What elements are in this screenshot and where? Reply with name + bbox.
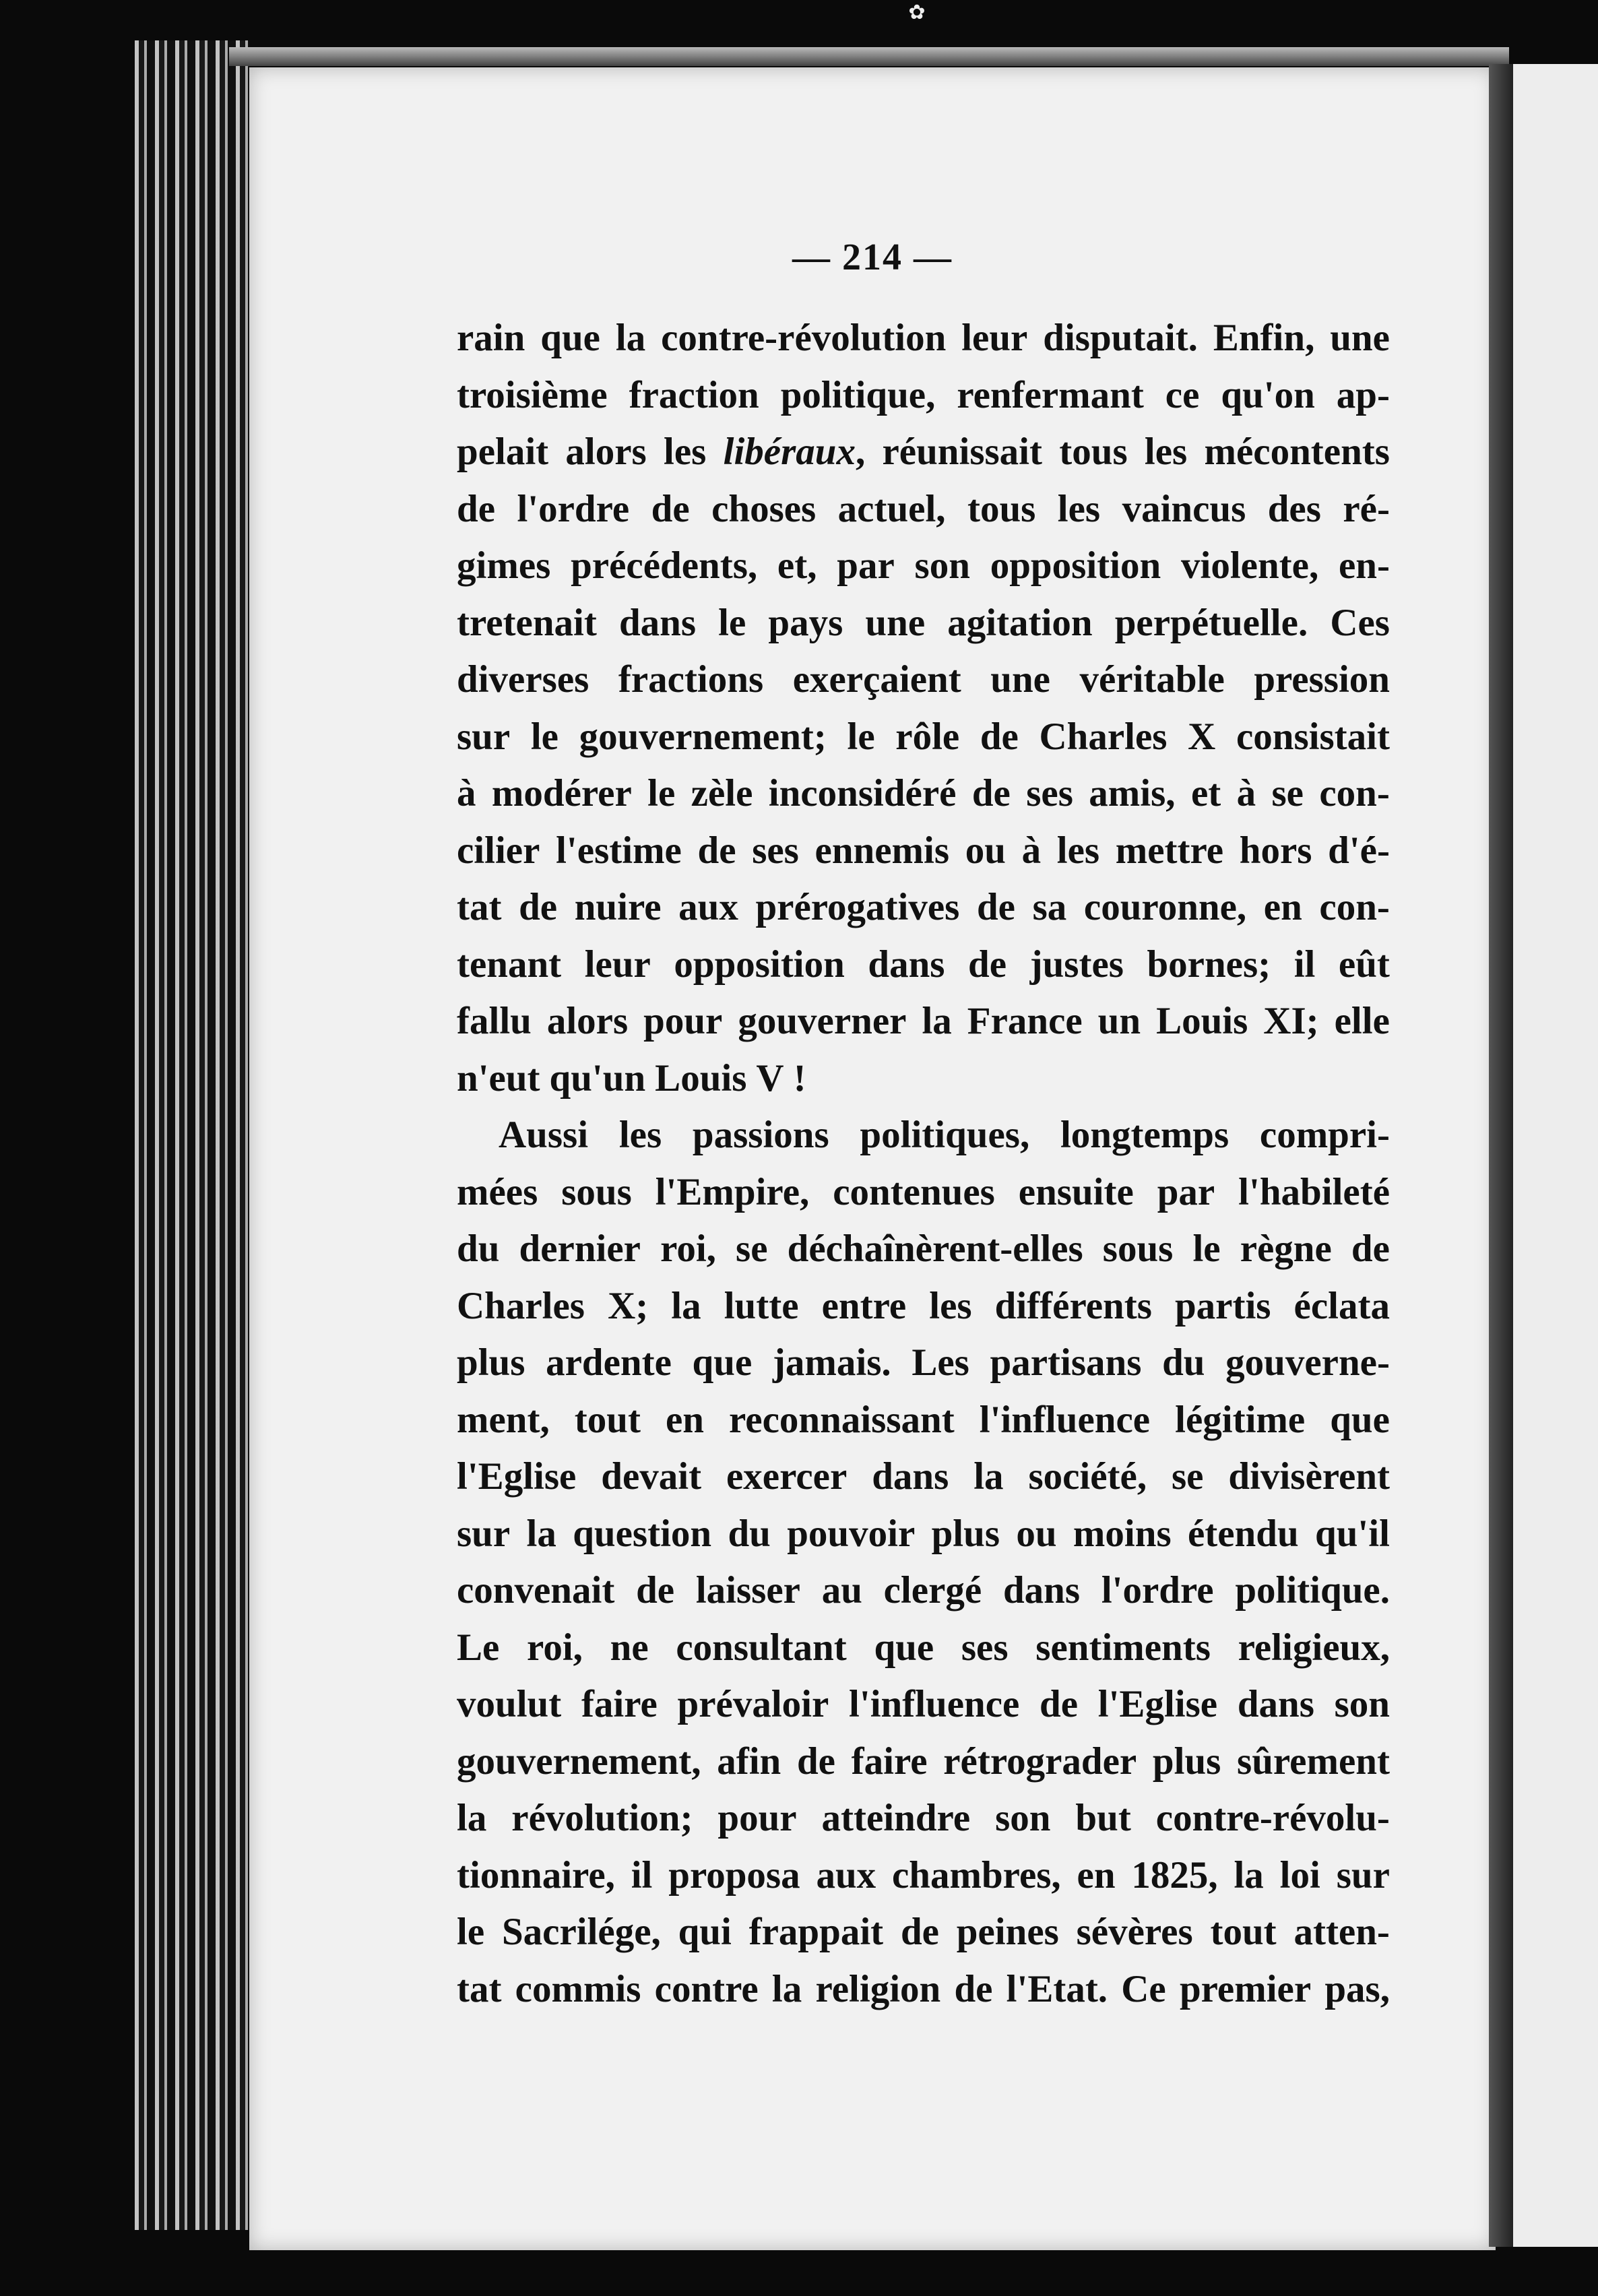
text-line: sur la question du pouvoir plus ou moins étendu qu'il bbox=[457, 1512, 1390, 1555]
text-line: Le roi, ne consultant que ses sentiments religieux, bbox=[457, 1626, 1390, 1669]
text-line: gimes précédents, et, par son opposition violente, en- bbox=[457, 544, 1390, 587]
text-line: ment, tout en reconnaissant l'influence légitime que bbox=[457, 1398, 1390, 1441]
text-line: diverses fractions exerçaient une véritable pression bbox=[457, 658, 1390, 701]
top-ornament-icon: ✿ bbox=[908, 1, 926, 24]
text-line: voulut faire prévaloir l'influence de l'Eglise dans son bbox=[457, 1683, 1390, 1725]
text-line: pelait alors les libéraux, réunissait tous les mécontents bbox=[457, 430, 1390, 473]
page-stack-edges bbox=[135, 40, 249, 2230]
text-line: tionnaire, il proposa aux chambres, en 1825, la loi sur bbox=[457, 1853, 1390, 1896]
text-line: le Sacrilége, qui frappait de peines sévères tout atten- bbox=[457, 1911, 1390, 1953]
text-line: de l'ordre de choses actuel, tous les vaincus des ré- bbox=[457, 487, 1390, 530]
text-line: tat de nuire aux prérogatives de sa couronne, en con- bbox=[457, 886, 1390, 928]
text-line: sur le gouvernement; le rôle de Charles X consistait bbox=[457, 715, 1390, 758]
adjacent-page-edge bbox=[1513, 64, 1598, 2247]
text-line: gouvernement, afin de faire rétrograder plus sûrement bbox=[457, 1740, 1390, 1783]
text-line: cilier l'estime de ses ennemis ou à les mettre hors d'é- bbox=[457, 829, 1390, 872]
body-text bbox=[457, 310, 1390, 2018]
paragraph bbox=[457, 310, 1390, 1107]
text-line: fallu alors pour gouverner la France un Louis XI; elle bbox=[457, 1000, 1390, 1042]
text-line: troisième fraction politique, renfermant ce qu'on ap- bbox=[457, 373, 1390, 416]
text-line: du dernier roi, se déchaînèrent-elles sous le règne de bbox=[457, 1227, 1390, 1270]
text-line: Aussi les passions politiques, longtemps compri- bbox=[499, 1114, 1390, 1156]
paragraph bbox=[457, 1107, 1390, 2018]
text-line: mées sous l'Empire, contenues ensuite par l'habileté bbox=[457, 1170, 1390, 1213]
text-line: tat commis contre la religion de l'Etat. Ce premier pas, bbox=[457, 1967, 1390, 2010]
page-gutter bbox=[1489, 64, 1513, 2247]
text-line: tenant leur opposition dans de justes bornes; il eût bbox=[457, 943, 1390, 986]
page-top-edge bbox=[229, 47, 1509, 66]
text-line: à modérer le zèle inconsidéré de ses amis, et à se con- bbox=[457, 772, 1390, 815]
page-number: — 214 — bbox=[792, 236, 953, 278]
text-line: l'Eglise devait exercer dans la société, se divisèrent bbox=[457, 1455, 1390, 1498]
text-line: convenait de laisser au clergé dans l'ordre politique. bbox=[457, 1569, 1390, 1612]
text-line: tretenait dans le pays une agitation perpétuelle. Ces bbox=[457, 601, 1390, 644]
text-line: Charles X; la lutte entre les différents partis éclata bbox=[457, 1284, 1390, 1327]
text-line: rain que la contre-révolution leur disputait. Enfin, une bbox=[457, 317, 1390, 359]
text-line: n'eut qu'un Louis V ! bbox=[457, 1056, 806, 1099]
text-line: la révolution; pour atteindre son but contre-révolu- bbox=[457, 1797, 1390, 1839]
text-line: plus ardente que jamais. Les partisans du gouverne- bbox=[457, 1341, 1390, 1384]
